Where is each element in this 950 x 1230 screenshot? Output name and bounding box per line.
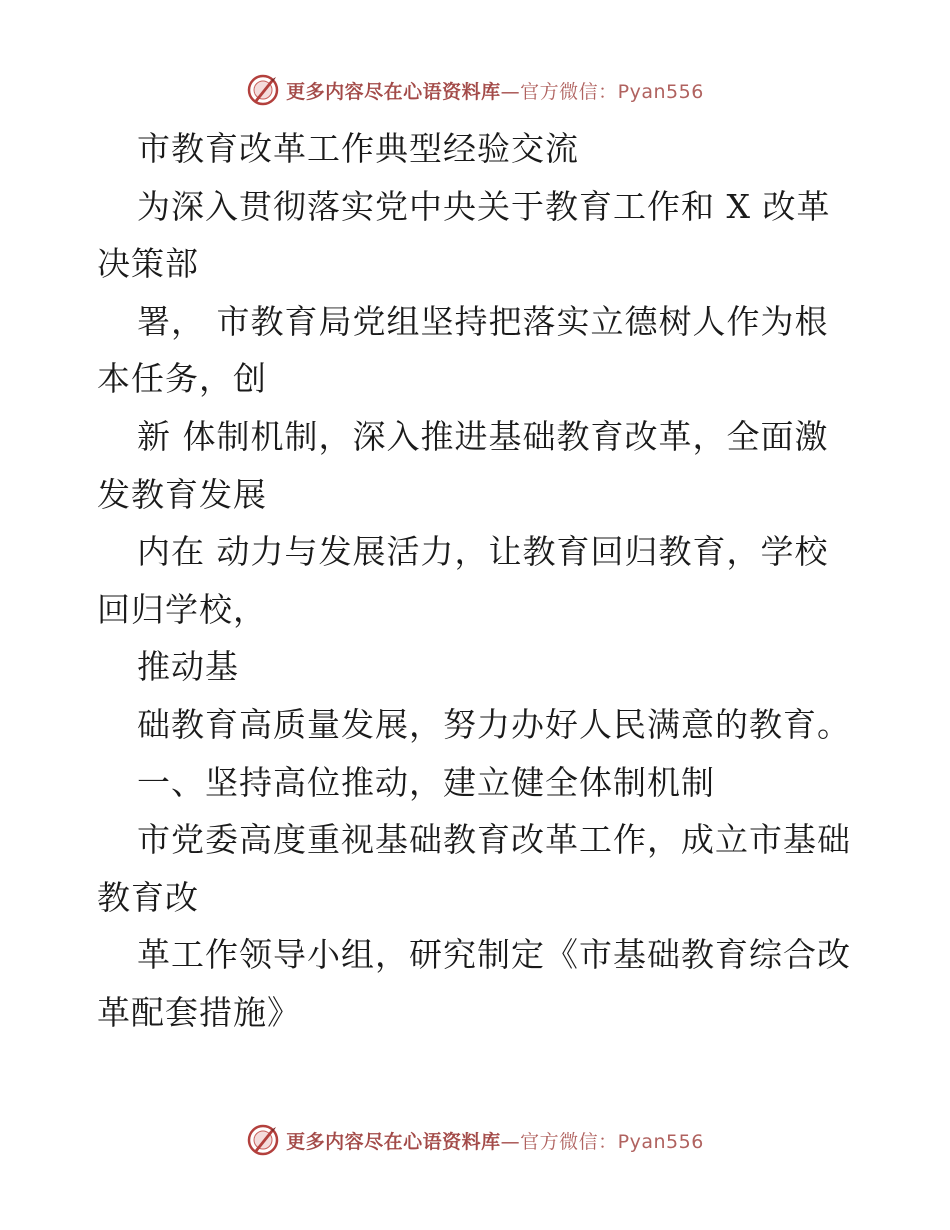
- watermark-wechat: 官方微信：Pyan556: [520, 1130, 704, 1153]
- paragraph-line: 教育改: [97, 877, 199, 917]
- paragraph-line: 市教育改革工作典型经验交流: [137, 129, 579, 168]
- paragraph-line: 础教育高质量发展，努力办好人民满意的教育。: [137, 704, 851, 744]
- paragraph-line: 回归学校，: [97, 589, 267, 629]
- paragraph-line: 本任务，创: [97, 359, 267, 399]
- watermark-footer-text: [286, 1127, 704, 1154]
- watermark-wechat: 官方微信：Pyan556: [520, 80, 704, 103]
- watermark-header-inner: [246, 73, 704, 107]
- watermark-header: [0, 70, 950, 110]
- quill-logo-icon: [246, 1123, 280, 1157]
- paragraph-line: 推动基: [137, 647, 239, 687]
- paragraph-line: 革工作领导小组，研究制定《市基础教育综合改: [137, 935, 851, 975]
- watermark-footer-inner: [246, 1123, 704, 1157]
- paragraph-line: 一、坚持高位推动，建立健全体制机制: [137, 762, 715, 802]
- watermark-header-text: [286, 77, 704, 104]
- watermark-dash: —: [500, 80, 521, 103]
- paragraph-line: 发教育发展: [97, 474, 267, 514]
- paragraph-line: 决策部: [97, 244, 199, 284]
- paragraph-line: 署， 市教育局党组坚持把落实立德树人作为根: [137, 301, 829, 341]
- quill-logo-icon: [246, 73, 280, 107]
- watermark-footer: [0, 1120, 950, 1160]
- watermark-brand: 更多内容尽在心语资料库: [286, 80, 501, 103]
- paragraph-line: 市党委高度重视基础教育改革工作，成立市基础: [137, 820, 851, 860]
- watermark-dash: —: [500, 1130, 521, 1153]
- paragraph-line: 为深入贯彻落实党中央关于教育工作和 X 改革: [137, 186, 831, 226]
- paragraph-line: 内在 动力与发展活力，让教育回归教育，学校: [137, 532, 829, 572]
- document-body: [97, 120, 857, 1042]
- watermark-brand: 更多内容尽在心语资料库: [286, 1130, 501, 1153]
- paragraph-line: 新 体制机制，深入推进基础教育改革，全面激: [137, 416, 829, 456]
- paragraph-line: 革配套措施》: [97, 992, 301, 1032]
